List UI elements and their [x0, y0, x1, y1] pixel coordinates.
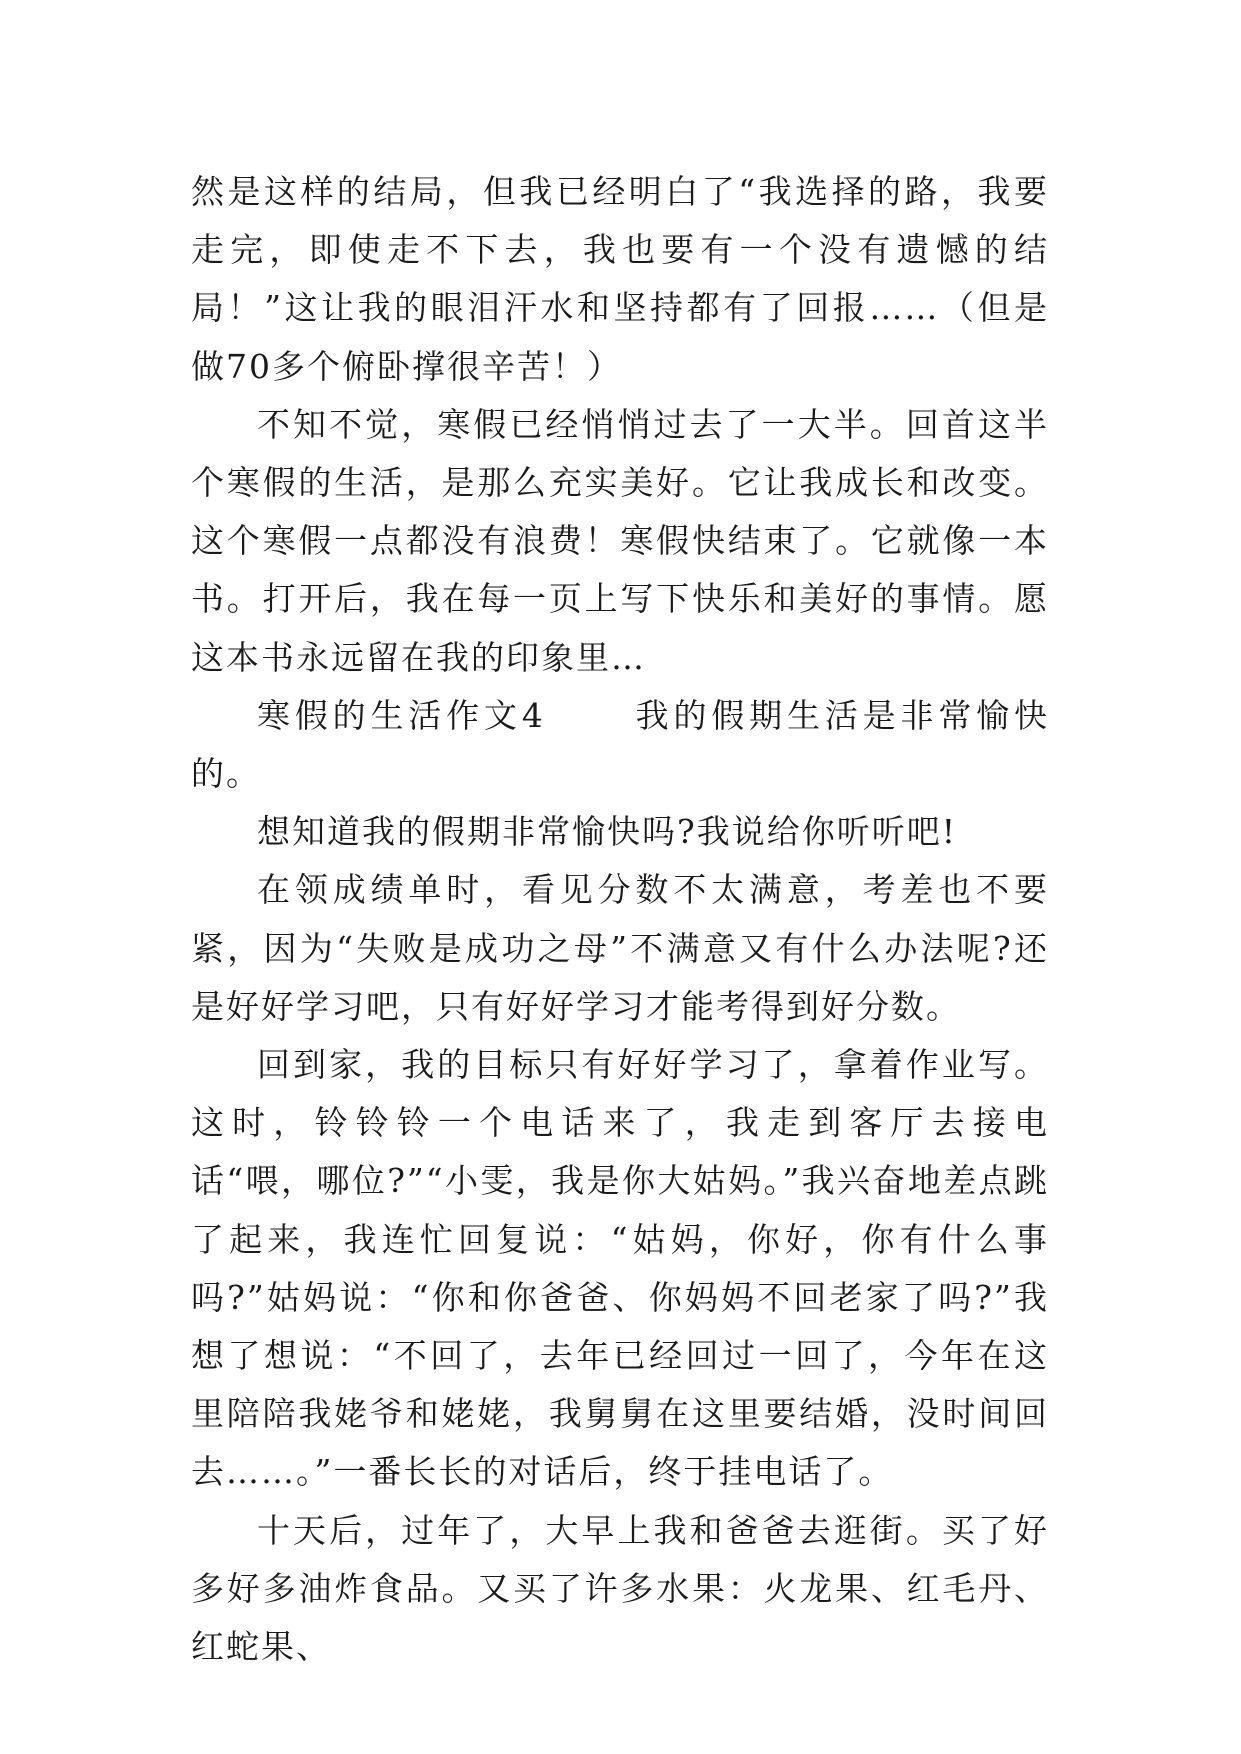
paragraph-report-card: 在领成绩单时，看见分数不太满意，考差也不要紧，因为“失败是成功之母”不满意又有什么办法呢?还是好好学习吧，只有好好学习才能考得到好分数。 — [191, 870, 1049, 1026]
section-first-sentence: 我的假期生活是非常愉快的。 — [191, 695, 1050, 794]
section-heading-line — [191, 687, 1049, 803]
paragraph-intro-question: 想知道我的假期非常愉快吗?我说给你听听吧! — [257, 812, 957, 852]
document-body — [191, 163, 1049, 1676]
paragraph-winter-summary: 不知不觉，寒假已经悄悄过去了一大半。回首这半个寒假的生活，是那么充实美好。它让我成长和改变。这个寒假一点都没有浪费！寒假快结束了。它就像一本书。打开后，我在每一页上写下快乐和美好的事情。愿这本书永远留在我的印象里… — [191, 404, 1049, 677]
section-title: 寒假的生活作文4 — [257, 695, 545, 735]
paragraph-phone-call: 回到家，我的目标只有好好学习了，拿着作业写。这时，铃铃铃一个电话来了，我走到客厅去接电话“喂，哪位?”“小雯，我是你大姑妈。”我兴奋地差点跳了起来，我连忙回复说：“姑妈，你好，你有什么事吗?”姑妈说：“你和你爸爸、你妈妈不回老家了吗?”我想了想说：“不回了，去年已经回过一回了，今年在这里陪陪我姥爷和姥姥，我舅舅在这里要结婚，没时间回去……。”一番长长的对话后，终于挂电话了。 — [191, 1045, 1049, 1492]
paragraph-continued: 然是这样的结局，但我已经明白了“我选择的路，我要走完，即使走不下去，我也要有一个没有遗憾的结局！”这让我的眼泪汗水和坚持都有了回报……（但是做70多个俯卧撑很辛苦！） — [191, 172, 1049, 386]
paragraph-new-year: 十天后，过年了，大早上我和爸爸去逛街。买了好多好多油炸食品。又买了许多水果：火龙果、红毛丹、红蛇果、 — [191, 1510, 1049, 1667]
